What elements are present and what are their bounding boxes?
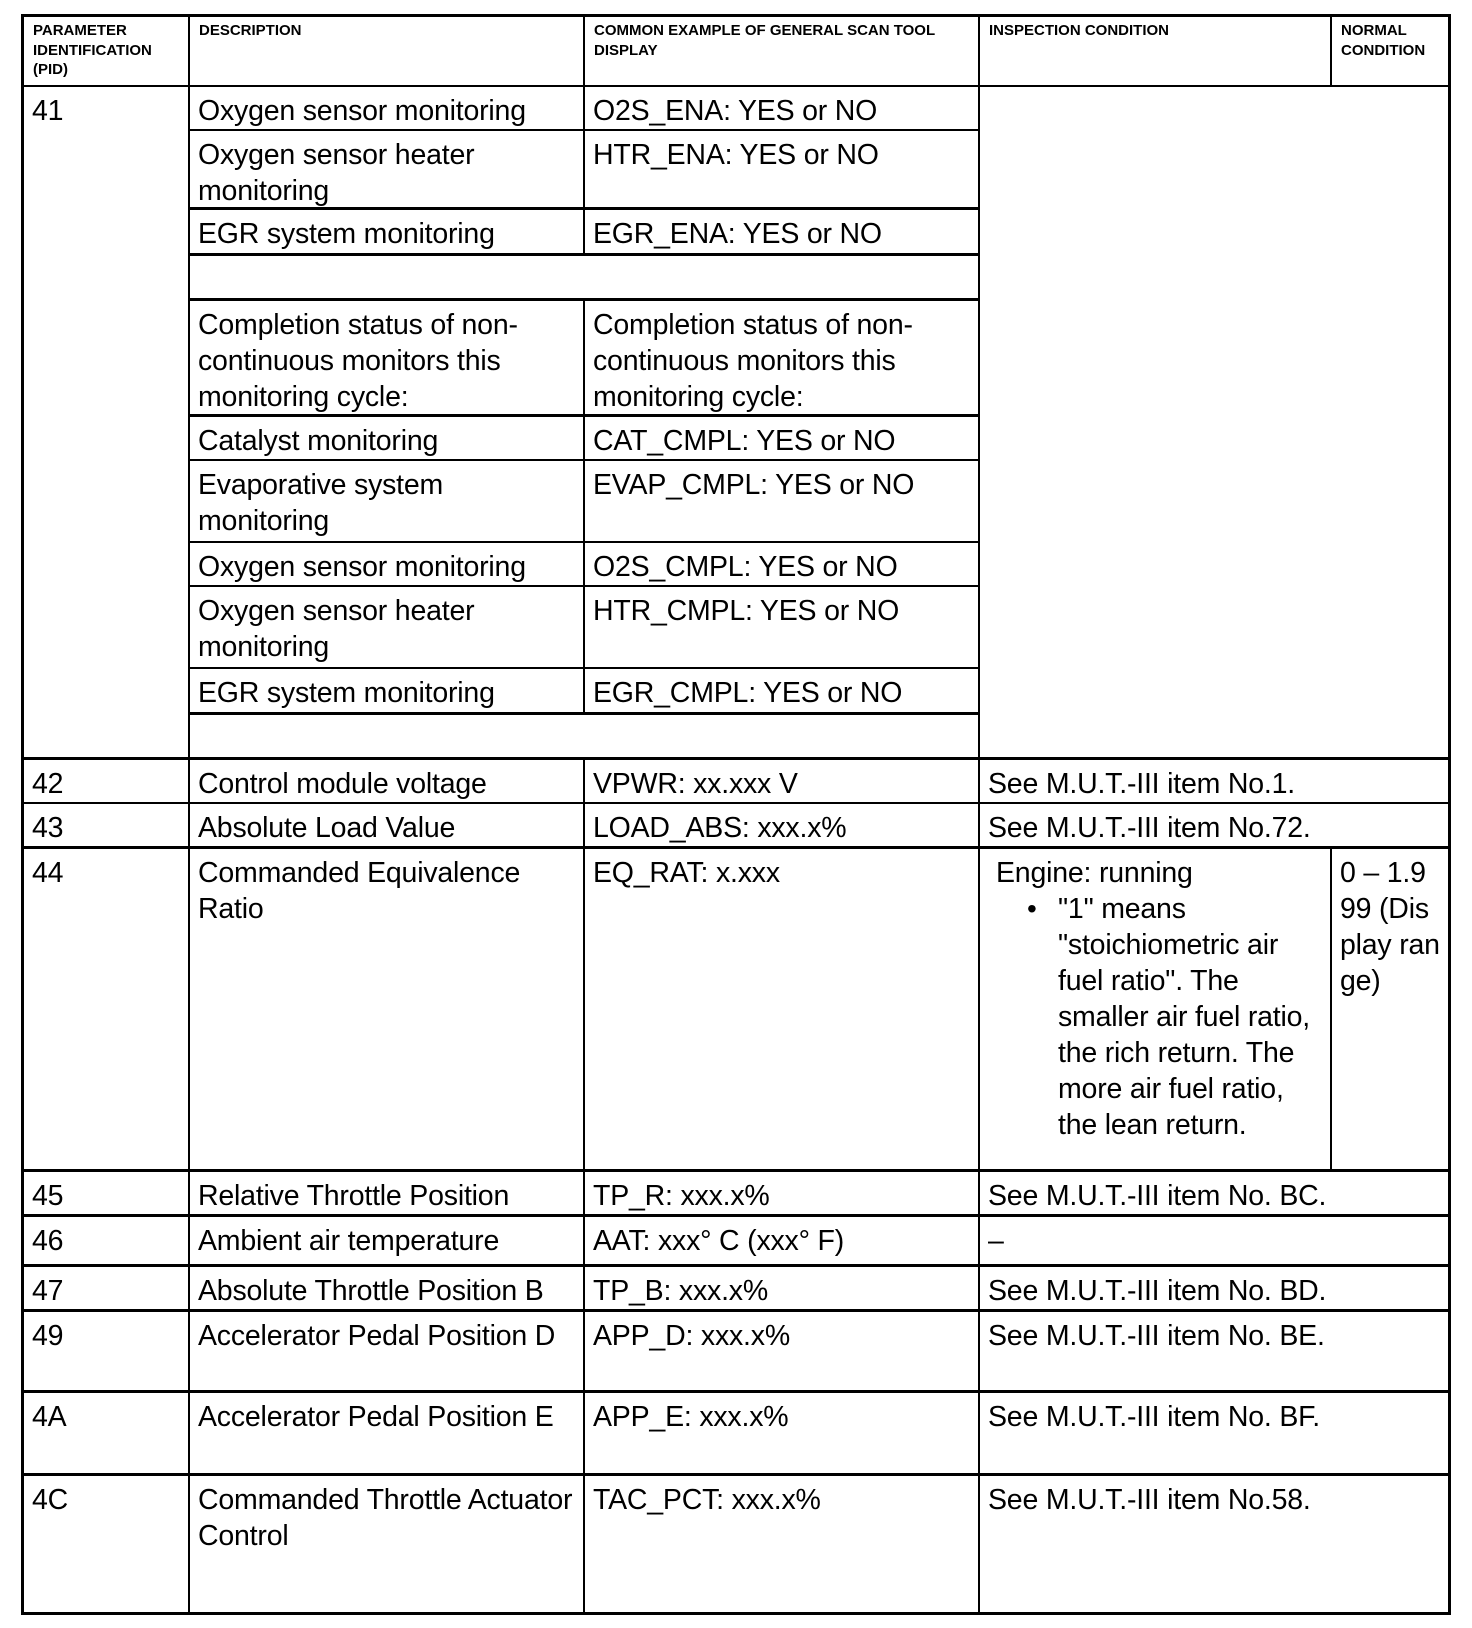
pid-4a-description — [190, 1393, 583, 1435]
normal-text: 0 – 1.999 (Display range) — [1340, 857, 1440, 997]
display-text: EGR_ENA: YES or NO — [593, 218, 882, 250]
pid-41-value: 41 — [32, 95, 64, 127]
row-divider — [190, 712, 980, 715]
pid-45-display — [585, 1172, 978, 1214]
display-text: TP_B: xxx.x% — [593, 1275, 768, 1307]
pid-44-description — [190, 849, 583, 927]
pid-text: 45 — [32, 1180, 64, 1212]
pid-44-cell — [24, 849, 188, 891]
pid-49-inspection — [980, 1312, 1448, 1354]
description-text: Oxygen sensor monitoring — [198, 95, 526, 127]
pid-41-completion-row-1-description — [190, 417, 583, 459]
display-text: TP_R: xxx.x% — [593, 1180, 770, 1212]
pid-text: 4C — [32, 1484, 69, 1516]
pid-49-cell — [24, 1312, 188, 1354]
pid-41-enable-row-2-description — [190, 131, 583, 209]
pid-43-description — [190, 804, 583, 846]
description-text: Accelerator Pedal Position E — [198, 1401, 554, 1433]
pid-47-inspection — [980, 1267, 1448, 1309]
display-text: O2S_CMPL: YES or NO — [593, 551, 898, 583]
display-text: LOAD_ABS: xxx.x% — [593, 812, 847, 844]
display-text: AAT: xxx° C (xxx° F) — [593, 1225, 845, 1257]
display-text: APP_E: xxx.x% — [593, 1401, 789, 1433]
col-divider — [1330, 846, 1332, 1169]
pid-41-enable-row-3-display — [585, 210, 978, 252]
pid-41-enable-row-2-display — [585, 131, 978, 173]
row-divider — [190, 253, 980, 256]
header-scan-tool-display-label: COMMON EXAMPLE OF GENERAL SCAN TOOL DISPLAY — [594, 22, 935, 59]
display-text: Completion status of non-continuous monitors this monitoring cycle: — [593, 309, 913, 413]
display-text: EQ_RAT: x.xxx — [593, 857, 780, 889]
pid-49-description — [190, 1312, 583, 1354]
pid-4a-display — [585, 1393, 978, 1435]
inspection-text: Engine: running — [996, 857, 1193, 889]
pid-41-completion-row-5-description — [190, 669, 583, 711]
header-inspection-condition-label: INSPECTION CONDITION — [989, 22, 1170, 39]
inspection-text: See M.U.T.-III item No.58. — [988, 1484, 1311, 1516]
inspection-text: See M.U.T.-III item No.72. — [988, 812, 1311, 844]
header-pid — [24, 17, 188, 85]
inspection-text: See M.U.T.-III item No. BF. — [988, 1401, 1320, 1433]
display-text: O2S_ENA: YES or NO — [593, 95, 878, 127]
pid-41-enable-row-3-description — [190, 210, 583, 252]
description-text: Relative Throttle Position — [198, 1180, 510, 1212]
inspection-text: See M.U.T.-III item No. BE. — [988, 1320, 1325, 1352]
pid-4c-cell — [24, 1476, 188, 1518]
description-text: Completion status of non-continuous monitors this monitoring cycle: — [198, 309, 518, 413]
pid-44-inspection — [980, 849, 1330, 1143]
description-text: Commanded Equivalence Ratio — [198, 857, 521, 925]
inspection-text: See M.U.T.-III item No.1. — [988, 768, 1295, 800]
pid-41-cell — [24, 87, 188, 129]
pid-41-enable-row-1-description — [190, 87, 583, 129]
pid-43-cell — [24, 804, 188, 846]
pid-text: 4A — [32, 1401, 67, 1433]
description-text: Control module voltage — [198, 768, 487, 800]
pid-45-description — [190, 1172, 583, 1214]
pid-4c-inspection — [980, 1476, 1448, 1518]
pid-4c-description — [190, 1476, 583, 1554]
pid-44-display — [585, 849, 978, 891]
pid-42-inspection — [980, 760, 1448, 802]
header-normal-condition — [1332, 17, 1448, 85]
pid-47-description — [190, 1267, 583, 1309]
pid-42-description — [190, 760, 583, 802]
description-text: Accelerator Pedal Position D — [198, 1320, 556, 1352]
display-text: APP_D: xxx.x% — [593, 1320, 790, 1352]
col-divider — [583, 87, 585, 255]
description-text: Evaporative system monitoring — [198, 469, 444, 537]
display-text: EVAP_CMPL: YES or NO — [593, 469, 915, 501]
pid-41-completion-heading-description — [190, 301, 583, 415]
inspection-bullet-list — [996, 891, 1324, 1143]
pid-41-completion-row-3-description — [190, 543, 583, 585]
pid-44-normal — [1332, 849, 1448, 999]
pid-text: 43 — [32, 812, 64, 844]
header-pid-label: PARAMETER IDENTIFICATION (PID) — [33, 22, 152, 78]
pid-45-inspection — [980, 1172, 1448, 1214]
display-text: CAT_CMPL: YES or NO — [593, 425, 896, 457]
pid-43-inspection — [980, 804, 1448, 846]
description-text: EGR system monitoring — [198, 218, 495, 250]
description-text: Oxygen sensor heater monitoring — [198, 139, 475, 207]
pid-text: 47 — [32, 1275, 64, 1307]
description-text: Oxygen sensor monitoring — [198, 551, 526, 583]
pid-4c-display — [585, 1476, 978, 1518]
pid-text: 44 — [32, 857, 64, 889]
header-inspection-condition — [980, 17, 1330, 85]
col-divider — [1330, 17, 1332, 85]
inspection-text: See M.U.T.-III item No. BD. — [988, 1275, 1327, 1307]
col-divider — [583, 298, 585, 714]
header-description — [190, 17, 583, 85]
pid-41-completion-row-5-display — [585, 669, 978, 711]
display-text: EGR_CMPL: YES or NO — [593, 677, 903, 709]
pid-text: 49 — [32, 1320, 64, 1352]
pid-46-display — [585, 1217, 978, 1259]
header-scan-tool-display — [585, 17, 978, 85]
header-normal-condition-label: NORMAL CONDITION — [1341, 22, 1426, 59]
description-text: Commanded Throttle Actuator Control — [198, 1484, 573, 1552]
pid-41-completion-row-1-display — [585, 417, 978, 459]
pid-46-description — [190, 1217, 583, 1259]
pid-41-enable-row-1-display — [585, 87, 978, 129]
description-text: Catalyst monitoring — [198, 425, 439, 457]
pid-41-completion-row-3-display — [585, 543, 978, 585]
pid-41-completion-row-2-description — [190, 461, 583, 539]
description-text: Ambient air temperature — [198, 1225, 500, 1257]
pid-text: 46 — [32, 1225, 64, 1257]
col-divider — [583, 17, 585, 85]
pid-46-inspection — [980, 1217, 1448, 1259]
pid-47-cell — [24, 1267, 188, 1309]
pid-42-cell — [24, 760, 188, 802]
display-text: HTR_CMPL: YES or NO — [593, 595, 900, 627]
display-text: VPWR: xx.xxx V — [593, 768, 798, 800]
description-text: Absolute Throttle Position B — [198, 1275, 544, 1307]
description-text: Absolute Load Value — [198, 812, 456, 844]
pid-4a-cell — [24, 1393, 188, 1435]
pid-42-display — [585, 760, 978, 802]
description-text: EGR system monitoring — [198, 677, 495, 709]
pid-41-completion-row-2-display — [585, 461, 978, 503]
display-text: HTR_ENA: YES or NO — [593, 139, 879, 171]
pid-41-completion-heading-display — [585, 301, 978, 415]
pid-47-display — [585, 1267, 978, 1309]
pid-4a-inspection — [980, 1393, 1448, 1435]
pid-41-completion-row-4-display — [585, 587, 978, 629]
inspection-text: See M.U.T.-III item No. BC. — [988, 1180, 1327, 1212]
pid-46-cell — [24, 1217, 188, 1259]
inspection-bullet-item: • "1" means "stoichiometric air fuel ratio". The smaller air fuel ratio, the rich return. The more air fuel ratio, the lean return. — [1058, 891, 1324, 1143]
description-text: Oxygen sensor heater monitoring — [198, 595, 475, 663]
pid-45-cell — [24, 1172, 188, 1214]
pid-41-completion-row-4-description — [190, 587, 583, 665]
pid-text: 42 — [32, 768, 64, 800]
pid-49-display — [585, 1312, 978, 1354]
header-description-label: DESCRIPTION — [199, 22, 302, 39]
inspection-text: – — [988, 1225, 1004, 1257]
obd-pid-table — [21, 14, 1451, 1615]
display-text: TAC_PCT: xxx.x% — [593, 1484, 821, 1516]
pid-43-display — [585, 804, 978, 846]
